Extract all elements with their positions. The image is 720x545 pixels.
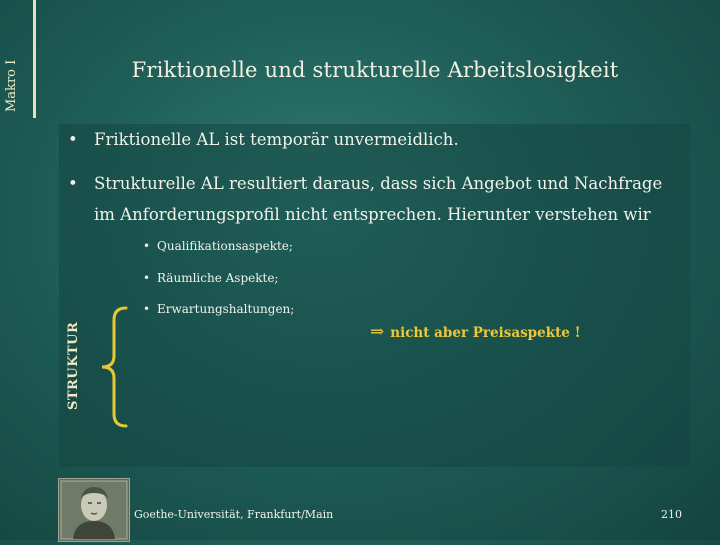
sub-bullet-marker: • [143,239,151,253]
sub-bullet-item [143,239,293,253]
side-tab-label: Makro I [4,59,19,112]
price-aspects-note [370,322,581,342]
sub-bullet-marker: • [143,302,151,316]
sub-bullet-text: Räumliche Aspekte; [157,271,279,285]
slide-title: Friktionelle und strukturelle Arbeitslosigkeit [131,58,619,82]
portrait-icon [59,479,129,541]
curly-brace-icon [96,306,132,428]
bullet-item [68,130,459,149]
page-number: 210 [661,508,682,521]
bullet-text: Friktionelle AL ist temporär unvermeidlich. [94,130,459,149]
implies-arrow-icon: ⇒ [370,322,385,342]
sub-bullet-item [143,271,278,285]
bullet-text: Strukturelle AL resultiert daraus, dass sich Angebot und Nachfrage im Anforderungsprofil nicht entsprechen. Hierunter verstehen wir [94,174,663,224]
sub-bullet-text: Erwartungshaltungen; [157,302,295,316]
footer-institution: Goethe-Universität, Frankfurt/Main [134,508,334,521]
sub-bullet-item [143,302,294,316]
sub-bullet-text: Qualifikationsaspekte; [157,239,293,253]
note-text: nicht aber Preisaspekte ! [390,325,581,341]
structure-vertical-label: STRUKTUR [66,321,81,410]
bullet-item [68,168,678,230]
sub-bullet-marker: • [143,271,151,285]
bullet-marker: • [68,174,78,193]
goethe-portrait-logo [58,478,130,542]
bullet-marker: • [68,130,78,149]
